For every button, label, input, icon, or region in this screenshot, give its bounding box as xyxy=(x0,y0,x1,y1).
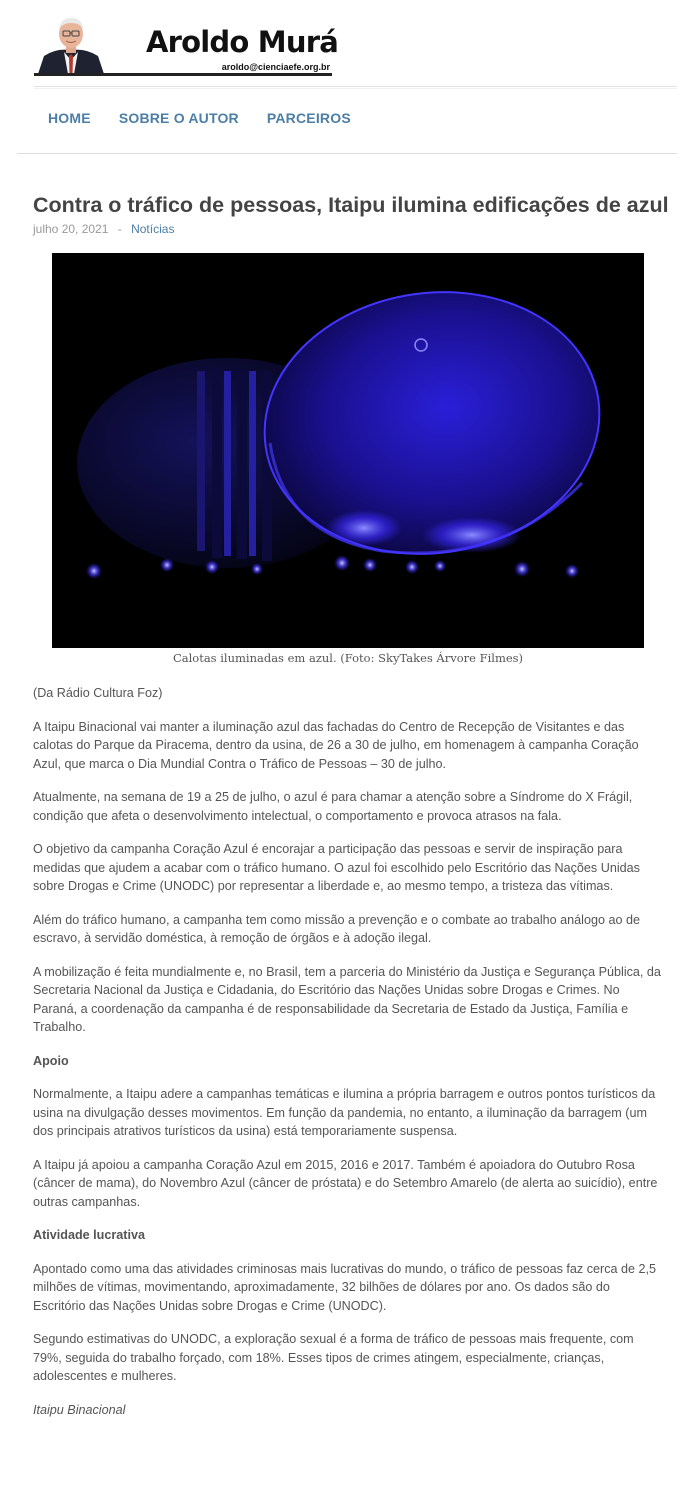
section-heading-atividade: Atividade lucrativa xyxy=(33,1228,145,1242)
author-portrait[interactable] xyxy=(34,14,108,74)
paragraph: Normalmente, a Itaipu adere a campanhas temáticas e ilumina a própria barragem e outros pontos turísticos da usina na divulgação desses movimentos. Em função da pandemia, no entanto, a iluminação da barragem (um dos principais atrativos turísticos da usina) está temporariamente suspensa. xyxy=(33,1087,656,1138)
article-photo[interactable] xyxy=(52,253,644,648)
nav-sobre-o-autor[interactable]: SOBRE O AUTOR xyxy=(118,110,239,126)
article-meta xyxy=(33,222,174,236)
nav-divider xyxy=(17,153,677,154)
site-header xyxy=(34,14,338,76)
site-title[interactable]: Aroldo Murá xyxy=(146,25,338,59)
paragraph: A mobilização é feita mundialmente e, no Brasil, tem a parceria do Ministério da Justiça e Segurança Pública, da Secretaria Nacional da Justiça e Cidadania, do Escritório das Nações Unidas sobre Drogas e Crimes. No Paraná, a coordenação da campanha é de responsabilidade da Secretaria de Estado da Justiça, Família e Trabalho. xyxy=(33,964,661,1034)
paragraph: A Itaipu já apoiou a campanha Coração Azul em 2015, 2016 e 2017. Também é apoiadora do Outubro Rosa (câncer de mama), do Novembro Azul (câncer de próstata) e do Setembro Amarelo (de alerta ao suicídio), entre outras campanhas. xyxy=(33,1157,658,1209)
paragraph: Atualmente, na semana de 19 a 25 de julho, o azul é para chamar a atenção sobre a Síndrome do X Frágil, condição que afeta o desenvolvimento intelectual, o comportamento e provoca atrasos na fala. xyxy=(33,790,633,823)
header-divider xyxy=(34,86,677,87)
article-title: Contra o tráfico de pessoas, Itaipu ilumina edificações de azul xyxy=(33,193,669,217)
article-source: Itaipu Binacional xyxy=(33,1402,126,1417)
category-link[interactable]: Notícias xyxy=(131,222,175,236)
site-email: aroldo@cienciaefe.org.br xyxy=(221,62,330,72)
photo-caption: Calotas iluminadas em azul. (Foto: SkyTakes Árvore Filmes) xyxy=(172,651,524,665)
paragraph-source-intro: (Da Rádio Cultura Foz) xyxy=(33,686,163,700)
nav-parceiros[interactable]: PARCEIROS xyxy=(266,110,351,126)
header-underline xyxy=(34,73,332,76)
paragraph: Segundo estimativas do UNODC, a exploração sexual é a forma de tráfico de pessoas mais frequente, com 79%, seguida do trabalho forçado, com 18%. Esses tipos de crimes atingem, especialmente, crianças, adolescentes e mulheres. xyxy=(33,1332,634,1383)
article-date: julho 20, 2021 xyxy=(33,222,109,236)
nav-home[interactable]: HOME xyxy=(48,110,91,126)
paragraph: Além do tráfico humano, a campanha tem como missão a prevenção e o combate ao trabalho análogo ao de escravo, à servidão doméstica, à remoção de órgãos e à adoção ilegal. xyxy=(33,912,640,945)
main-nav xyxy=(34,110,365,126)
paragraph: A Itaipu Binacional vai manter a iluminação azul das fachadas do Centro de Recepção de Visitantes e das calotas do Parque da Piracema, dentro da usina, de 26 a 30 de julho, em homenagem à campanha Coração Azul, que marca o Dia Mundial Contra o Tráfico de Pessoas – 30 de julho. xyxy=(33,719,639,771)
paragraph: O objetivo da campanha Coração Azul é encorajar a participação das pessoas e servir de inspiração para medidas que ajudem a acabar com o tráfico humano. O azul foi escolhido pelo Escritório das Nações Unidas sobre Drogas e Crime (UNODC) por representar a liberdade e, ao mesmo tempo, a tristeza das vítimas. xyxy=(33,842,640,893)
section-heading-apoio: Apoio xyxy=(33,1053,69,1068)
article-body xyxy=(33,684,663,1434)
header-divider-shadow xyxy=(34,88,677,89)
meta-separator: - xyxy=(117,222,122,236)
paragraph: Apontado como uma das atividades criminosas mais lucrativas do mundo, o tráfico de pessoas faz cerca de 2,5 milhões de vítimas, movimentando, aproximadamente, 32 bilhões de dólares por ano. Os dados são do Escritório das Nações Unidas sobre Drogas e Crime (UNODC). xyxy=(33,1261,657,1313)
